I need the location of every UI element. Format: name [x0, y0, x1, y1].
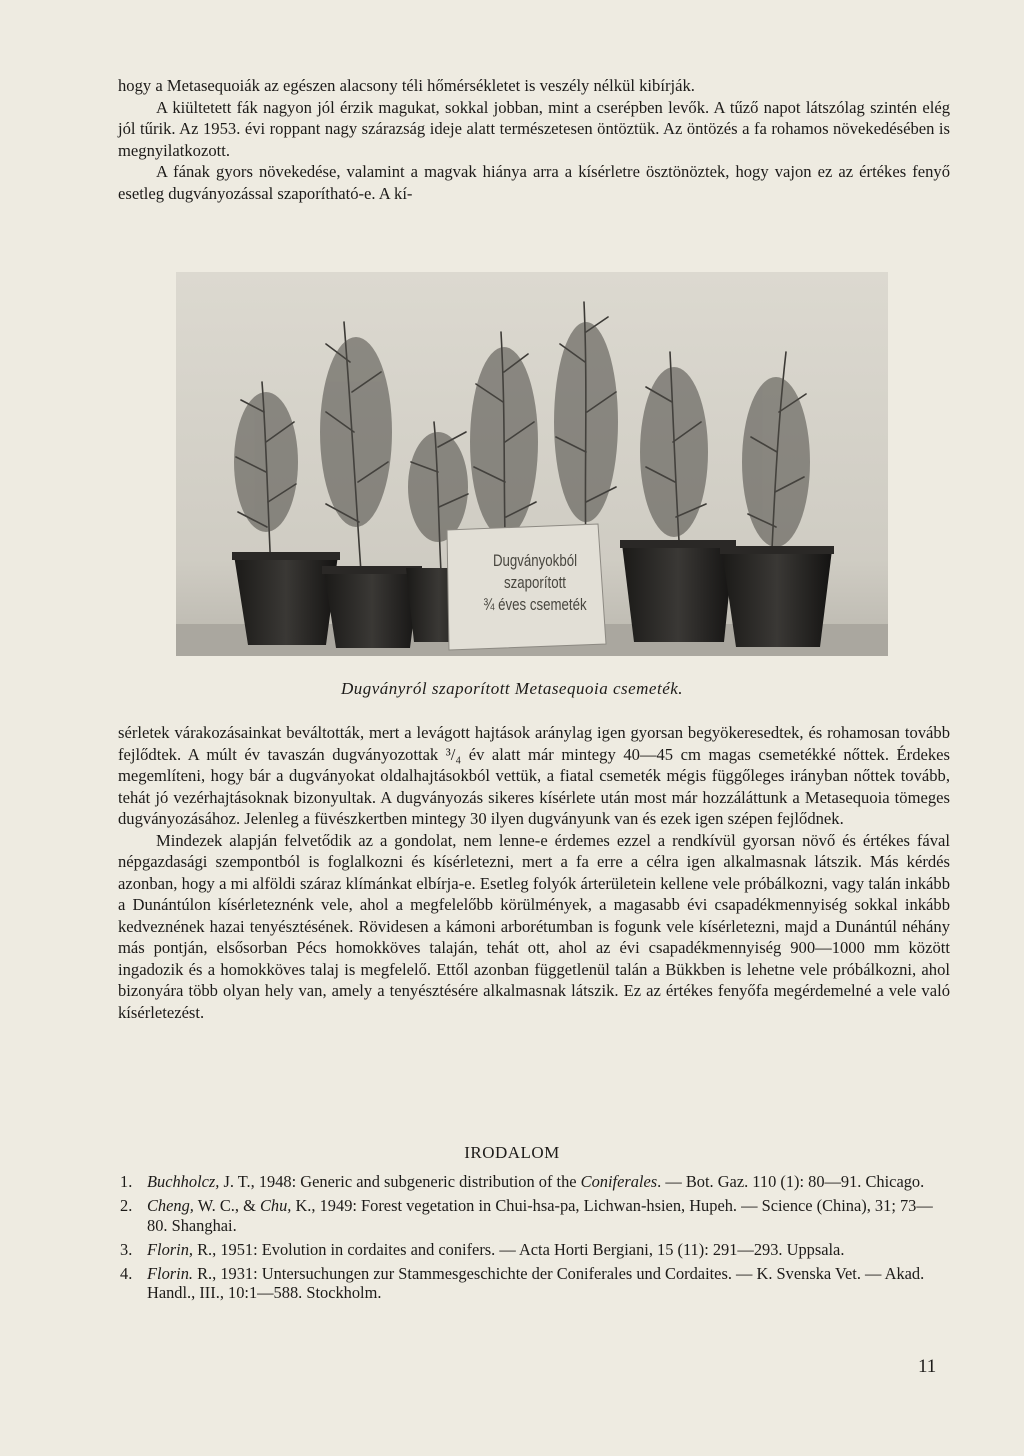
paragraph: A kiültetett fák nagyon jól érzik magukat, sokkal jobban, mint a cserépben levők. A tűző napot látszólag szintén elég jól tűrik. Az 1953. évi roppant nagy szárazság ideje alatt természetesen öntöztük. Az öntözés a fa rohamos növekedésében is megnyilatkozott. — [118, 97, 950, 160]
paragraph: sérletek várakozásainkat beváltották, mert a levágott hajtások aránylag igen gyorsan begyökeresedtek, és rohamosan tovább fejlődtek. A múlt év tavaszán dugványozottak ³/₄ év alatt már mintegy 40—45 cm magas csemetékké nőttek. Érdekes megemlíteni, hogy bár a dugványokat oldalhajtásokból vettük, a fiatal csemeték mégis függőleges irányban nőttek tovább, tehát jó vezérhajtásoknak bizonyultak. A dugványozás sikeres kísérlete után most már hozzáláttunk a Metasequoia tömeges dugványozásához. Jelenleg a füvészkertben mintegy 30 ilyen dugványunk van és ezek igen szépen fejlődnek. — [118, 723, 950, 828]
reference-number: 1. — [120, 1172, 133, 1191]
reference-number: 3. — [120, 1239, 133, 1259]
reference-item — [118, 1196, 950, 1235]
photo-caption: Dugványról szaporított Metasequoia csemeték. — [340, 679, 684, 698]
reference-item — [118, 1172, 950, 1192]
body-text-bottom — [118, 722, 950, 1023]
reference-item — [118, 1264, 950, 1303]
photo-sign-line: Dugványokból — [492, 551, 578, 570]
reference-list — [118, 1172, 950, 1307]
seedlings-photo — [176, 272, 888, 656]
reference-italic: Chu, — [259, 1196, 292, 1215]
reference-text: R., 1951: Evolution in cordaites and conifers. — Acta Horti Bergiani, 15 (11): 291—293. Uppsala. — [193, 1239, 845, 1259]
paragraph: hogy a Metasequoiák az egészen alacsony téli hőmérsékletet is veszély nélkül kibírják. — [118, 76, 695, 95]
paragraph: A fának gyors növekedése, valamint a magvak hiánya arra a kísérletre ösztönöztek, hogy vajon ez az értékes fenyő esetleg dugványozással szaporítható-e. A kí- — [118, 162, 950, 203]
photo-sign-line: ¾ éves csemeték — [483, 595, 587, 614]
reference-tail: . — Bot. Gaz. 110 (1): 80—91. Chicago. — [657, 1172, 925, 1191]
reference-italic: Coniferales — [580, 1172, 658, 1191]
photo-sign-line: szaporított — [504, 573, 566, 592]
reference-author: Florin, — [147, 1239, 193, 1259]
body-text-top — [118, 75, 950, 204]
reference-number: 4. — [120, 1263, 133, 1283]
paragraph: Mindezek alapján felvetődik az a gondolat, nem lenne-e érdemes ezzel a rendkívül gyorsan növő és értékes fával népgazdasági szempontból is foglalkozni és kísérletezni, mert a fa erre a célra igen alkalmasnak látszik. Más kérdés azonban, hogy a mi alföldi száraz klímánkat elbírja-e. Esetleg folyók árterületein kellene vele próbálkozni, vagy talán inkább a Dunántúlon kísérleteznénk vele, ahol a megfelelőbb körülmények, a magasabb évi csapadékmennyiség sokkal inkább kedveznének hazai tenyésztésének. Rövidesen a kámoni arborétumban is fogunk vele kísérletezni, majd a Dunántúl néhány más pontján, elsősorban Pécs homokköves talaján, tehát ott, ahol az évi csapadékmennyiség 900—1000 mm között ingadozik és a homokköves talaj is megfelelő. Ettől azonban függetlenül talán a Bükkben is lehetne vele próbálkozni, ahol bizonyára több olyan hely van, amely a tenyésztésére alkalmasnak látszik. Ez az értékes fenyőfa megérdemelné a vele való kísérletezést. — [118, 830, 950, 1022]
reference-author: Florin. — [147, 1263, 193, 1283]
reference-text: J. T., 1948: Generic and subgeneric distribution of the — [219, 1172, 581, 1191]
literature-heading: IRODALOM — [464, 1143, 560, 1162]
reference-item — [118, 1240, 950, 1260]
reference-text: W. C., & — [193, 1196, 260, 1215]
page-number: 11 — [918, 1356, 937, 1377]
reference-author: Cheng, — [147, 1196, 194, 1215]
reference-author: Buchholcz, — [147, 1172, 220, 1191]
reference-tail: K., 1949: Forest vegetation in Chui-hsa-pa, Lichwan-hsien, Hupeh. — Science (China), 31; 73—80. Shanghai. — [147, 1196, 933, 1235]
reference-text: R., 1931: Untersuchungen zur Stammesgeschichte der Coniferales und Cordaites. — K. Svenska Vet. — Akad. Handl., III., 10:1—588. Stockholm. — [147, 1263, 925, 1302]
reference-number: 2. — [120, 1196, 133, 1215]
